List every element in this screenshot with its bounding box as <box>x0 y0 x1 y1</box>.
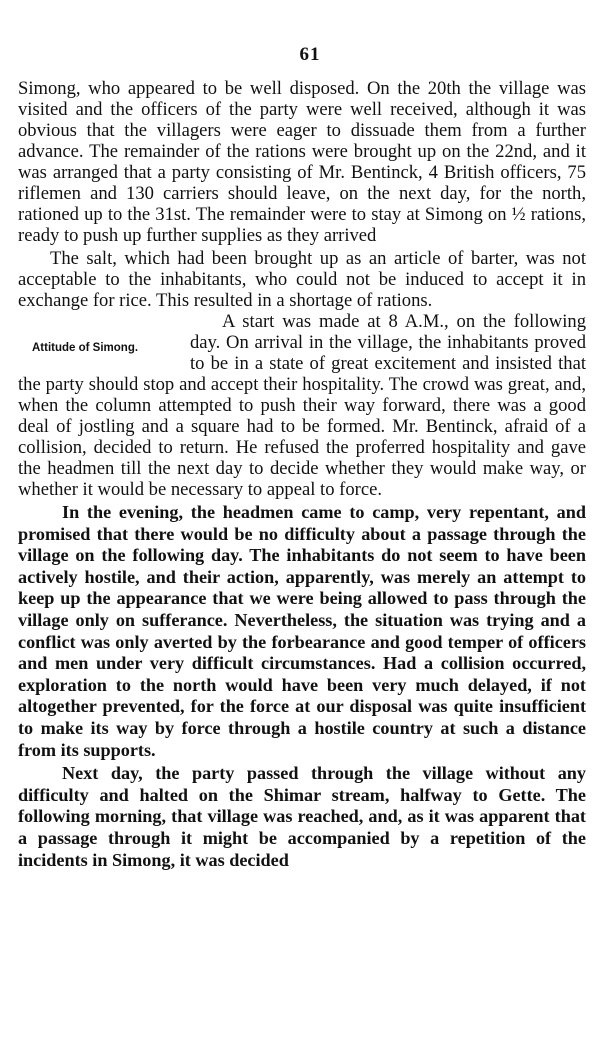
paragraph-3-block <box>18 311 586 500</box>
marginal-note: Attitude of Simong. <box>32 342 139 354</box>
paragraph-4: In the evening, the headmen came to camp, very repentant, and promised that there would be no difficulty about a passage through the village on the following day. The inhabitants do not seem to have been actively hostile, and their action, apparently, was merely an attempt to keep up the appearance that we were being allowed to pass through the village only on sufferance. Nevertheless, the situation was trying and a conflict was only averted by the forbearance and good temper of officers and men under very difficult circumstances. Had a collision occurred, exploration to the north would have been very much delayed, if not altogether prevented, for the force at our disposal was quite insufficient to make its way by force through a hostile country at such a distance from its supports. <box>18 502 586 760</box>
paragraph-2: The salt, which had been brought up as an article of barter, was not acceptable to the inhabitants, who could not be induced to accept it in exchange for rice. This resulted in a shortage of rations. <box>18 248 586 311</box>
page-number: 61 <box>299 44 321 65</box>
bold-section <box>18 502 586 871</box>
paragraph-5: Next day, the party passed through the village without any difficulty and halted on the Shimar stream, halfway to Gette. The following morning, that village was reached, and, as it was apparent that a passage through it might be accompanied by a repetition of the incidents in Simong, it was decided <box>18 763 586 870</box>
paragraph-3-text: A start was made at 8 A.M., on the following day. On arrival in the village, the inhabitants proved to be in a state of great excitement and insisted that the party should stop and accept their hospitality. The crowd was great, and, when the column attempted to push their way forward, there was a good deal of jostling and a square had to be formed. Mr. Bentinck, afraid of a collision, decided to return. He refused the proferred hospitality and gave the headmen till the next day to decide whether they would make way, or whether it would be necessary to appeal to force. <box>18 311 586 500</box>
paragraph-1: Simong, who appeared to be well disposed. On the 20th the village was visited and the officers of the party were well received, although it was obvious that the villagers were eager to dissuade them from a further advance. The remainder of the rations were brought up on the 22nd, and it was arranged that a party consisting of Mr. Bentinck, 4 British officers, 75 riflemen and 130 carriers should leave, on the next day, for the north, rationed up to the 31st. The remainder were to stay at Simong on ½ rations, ready to push up further supplies as they arrived <box>18 78 586 246</box>
paragraph-3 <box>18 311 586 500</box>
